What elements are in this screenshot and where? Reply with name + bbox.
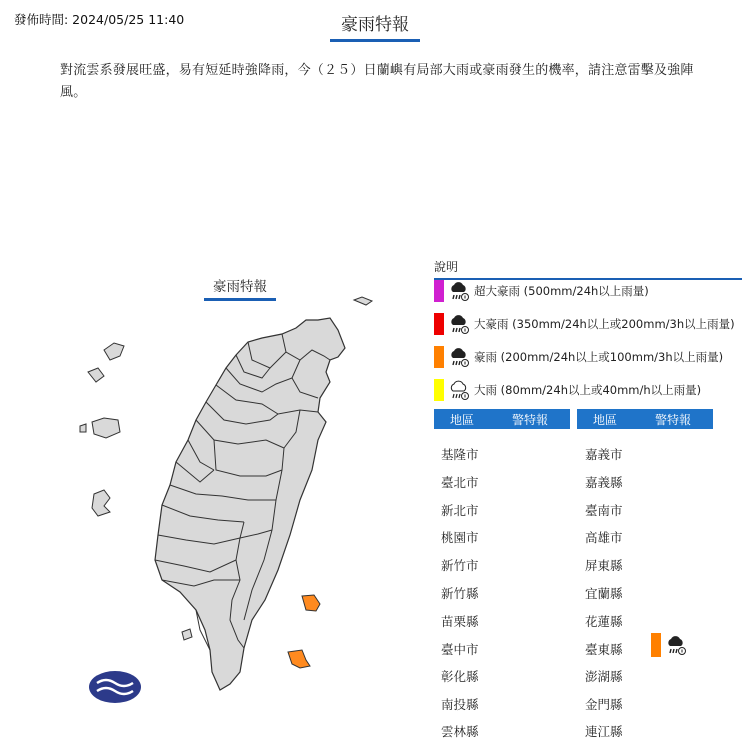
page-title: 豪雨特報: [330, 10, 420, 42]
map-title: 豪雨特報: [204, 275, 276, 301]
county-name: 基隆市: [441, 447, 479, 462]
legend-label: 豪雨 (200mm/24h以上或100mm/3h以上雨量): [474, 350, 724, 364]
county-name: 新北市: [441, 503, 479, 518]
county-name: 臺中市: [441, 642, 479, 657]
legend-label: 大豪雨 (350mm/24h以上或200mm/3h以上雨量): [474, 317, 735, 331]
county-name: 新竹縣: [441, 586, 479, 601]
county-name: 連江縣: [585, 724, 623, 739]
column-header-alert: 警特報: [511, 412, 548, 427]
alert-swatch: [651, 633, 661, 657]
green-island: [302, 595, 320, 611]
legend-item-torrential: [434, 346, 723, 368]
legend-label: 超大豪雨 (500mm/24h以上雨量): [474, 284, 649, 298]
cwa-logo: [89, 671, 141, 703]
county-name: 臺南市: [585, 503, 623, 518]
taitung-alert: [651, 633, 691, 657]
legend-swatch: [434, 379, 444, 401]
legend-swatch: [434, 346, 444, 368]
legend-item-super-torrential: [434, 280, 649, 302]
county-name: 嘉義縣: [585, 475, 623, 490]
column-header-region: 地區: [449, 412, 474, 427]
county-name: 花蓮縣: [585, 614, 623, 629]
county-name: 桃園市: [441, 530, 479, 545]
column-header-alert: 警特報: [654, 412, 691, 427]
county-name: 南投縣: [441, 697, 479, 712]
table-header-right: [577, 409, 713, 429]
xiaoliuqiu-island: [182, 629, 192, 640]
county-name: 新竹市: [441, 558, 479, 573]
orchid-island: [288, 650, 310, 668]
penghu-islands: [80, 343, 124, 516]
legend-item-extremely-torrential: [434, 313, 735, 335]
county-name: 苗栗縣: [441, 614, 479, 629]
light-rain-icon: [448, 379, 470, 401]
heavy-rain-icon: [448, 280, 470, 302]
legend-title: 說明: [434, 258, 742, 280]
heavy-rain-icon: [665, 634, 687, 656]
legend-swatch: [434, 280, 444, 302]
county-name: 彰化縣: [441, 669, 479, 684]
county-name: 屏東縣: [585, 558, 623, 573]
county-name: 宜蘭縣: [585, 586, 623, 601]
heavy-rain-icon: [448, 346, 470, 368]
legend-label: 大雨 (80mm/24h以上或40mm/h以上雨量): [474, 383, 702, 397]
county-name: 金門縣: [585, 697, 623, 712]
county-name: 高雄市: [585, 530, 623, 545]
table-header-left: [434, 409, 570, 429]
county-name: 嘉義市: [585, 447, 623, 462]
legend-item-heavy-rain: [434, 379, 701, 401]
publish-time: 發佈時間: 2024/05/25 11:40: [14, 12, 185, 27]
county-name: 臺東縣: [585, 642, 623, 657]
legend-swatch: [434, 313, 444, 335]
heavy-rain-icon: [448, 313, 470, 335]
county-name: 臺北市: [441, 475, 479, 490]
warning-description: 對流雲系發展旺盛，易有短延時強降雨，今（２５）日蘭嶼有局部大雨或豪雨發生的機率，請注意雷擊及強陣風。: [60, 63, 694, 100]
county-name: 雲林縣: [441, 724, 479, 739]
guishan-island: [354, 297, 372, 305]
column-header-region: 地區: [592, 412, 617, 427]
county-name: 澎湖縣: [585, 669, 623, 684]
